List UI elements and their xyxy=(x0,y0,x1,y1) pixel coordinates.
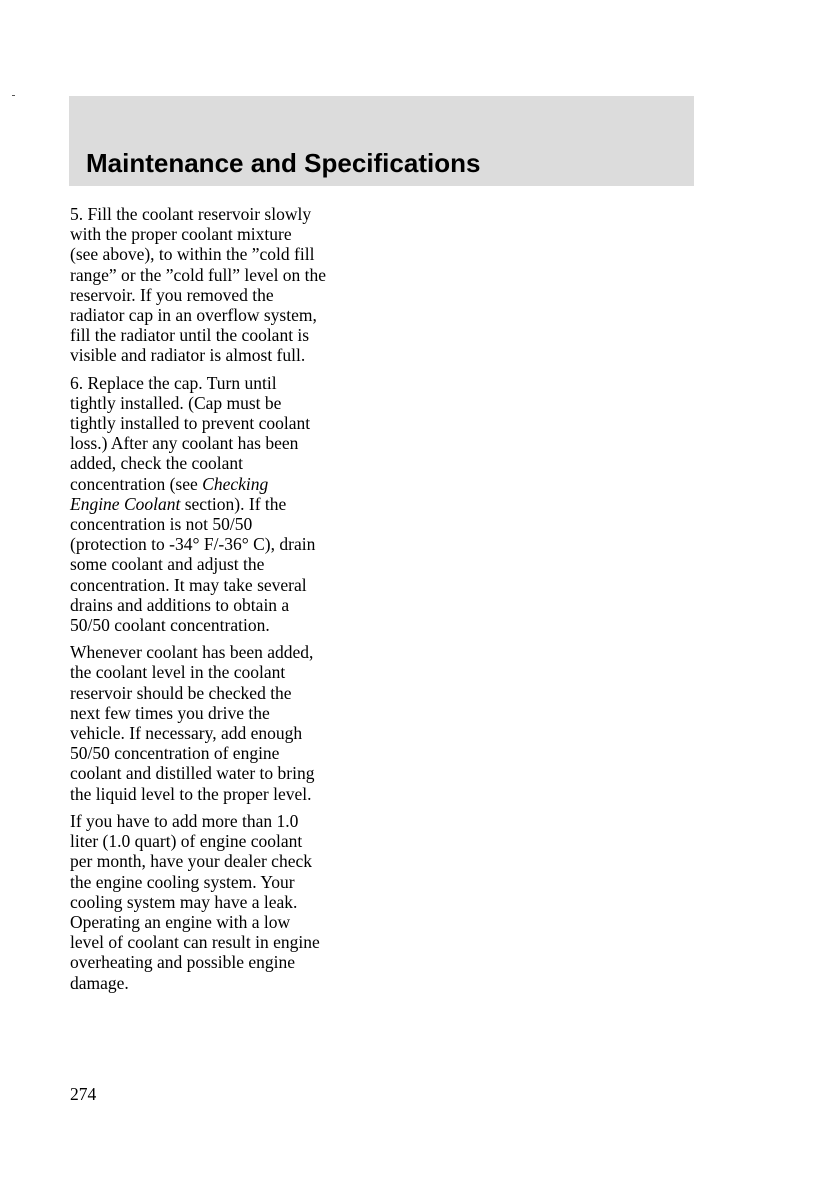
step-6-paragraph xyxy=(70,373,370,636)
step-6-text-start: 6. Replace the cap. Turn until tightly installed. (Cap must be tightly installed to prevent coolant loss.) After any coolant has been added, check the coolant concentration (see xyxy=(70,372,311,494)
leak-warning-paragraph: If you have to add more than 1.0 liter (1.0 quart) of engine coolant per month, have your dealer check the engine cooling system. Your cooling system may have a leak. Operating an engine with a low level of coolant can result in engine overheating and possible engine damage. xyxy=(70,810,320,993)
section-header xyxy=(69,96,694,186)
page-number: 274 xyxy=(70,1084,97,1104)
step-6-text-end: section). If the concentration is not 50/50 (protection to -34° F/-36° C), drain some coolant and adjust the concentration. It may take several drains and additions to obtain a 50/50 coolant concentration. xyxy=(70,493,316,636)
section-title: Maintenance and Specifications xyxy=(86,148,481,178)
body-text xyxy=(70,204,370,1000)
step-5-paragraph: 5. Fill the coolant reservoir slowly with the proper coolant mixture (see above), to within the ”cold fill range” or the ”cold full” level on the reservoir. If you removed the radiator cap in an overflow system, fill the radiator until the coolant is visible and radiator is almost full. xyxy=(70,204,327,366)
coolant-check-paragraph: Whenever coolant has been added, the coolant level in the coolant reservoir should be checked the next few times you drive the vehicle. If necessary, add enough 50/50 concentration of engine coolant and distilled water to bring the liquid level to the proper level. xyxy=(70,642,315,804)
section-reference: Checking Engine Coolant xyxy=(70,473,269,514)
scan-mark xyxy=(12,95,15,96)
